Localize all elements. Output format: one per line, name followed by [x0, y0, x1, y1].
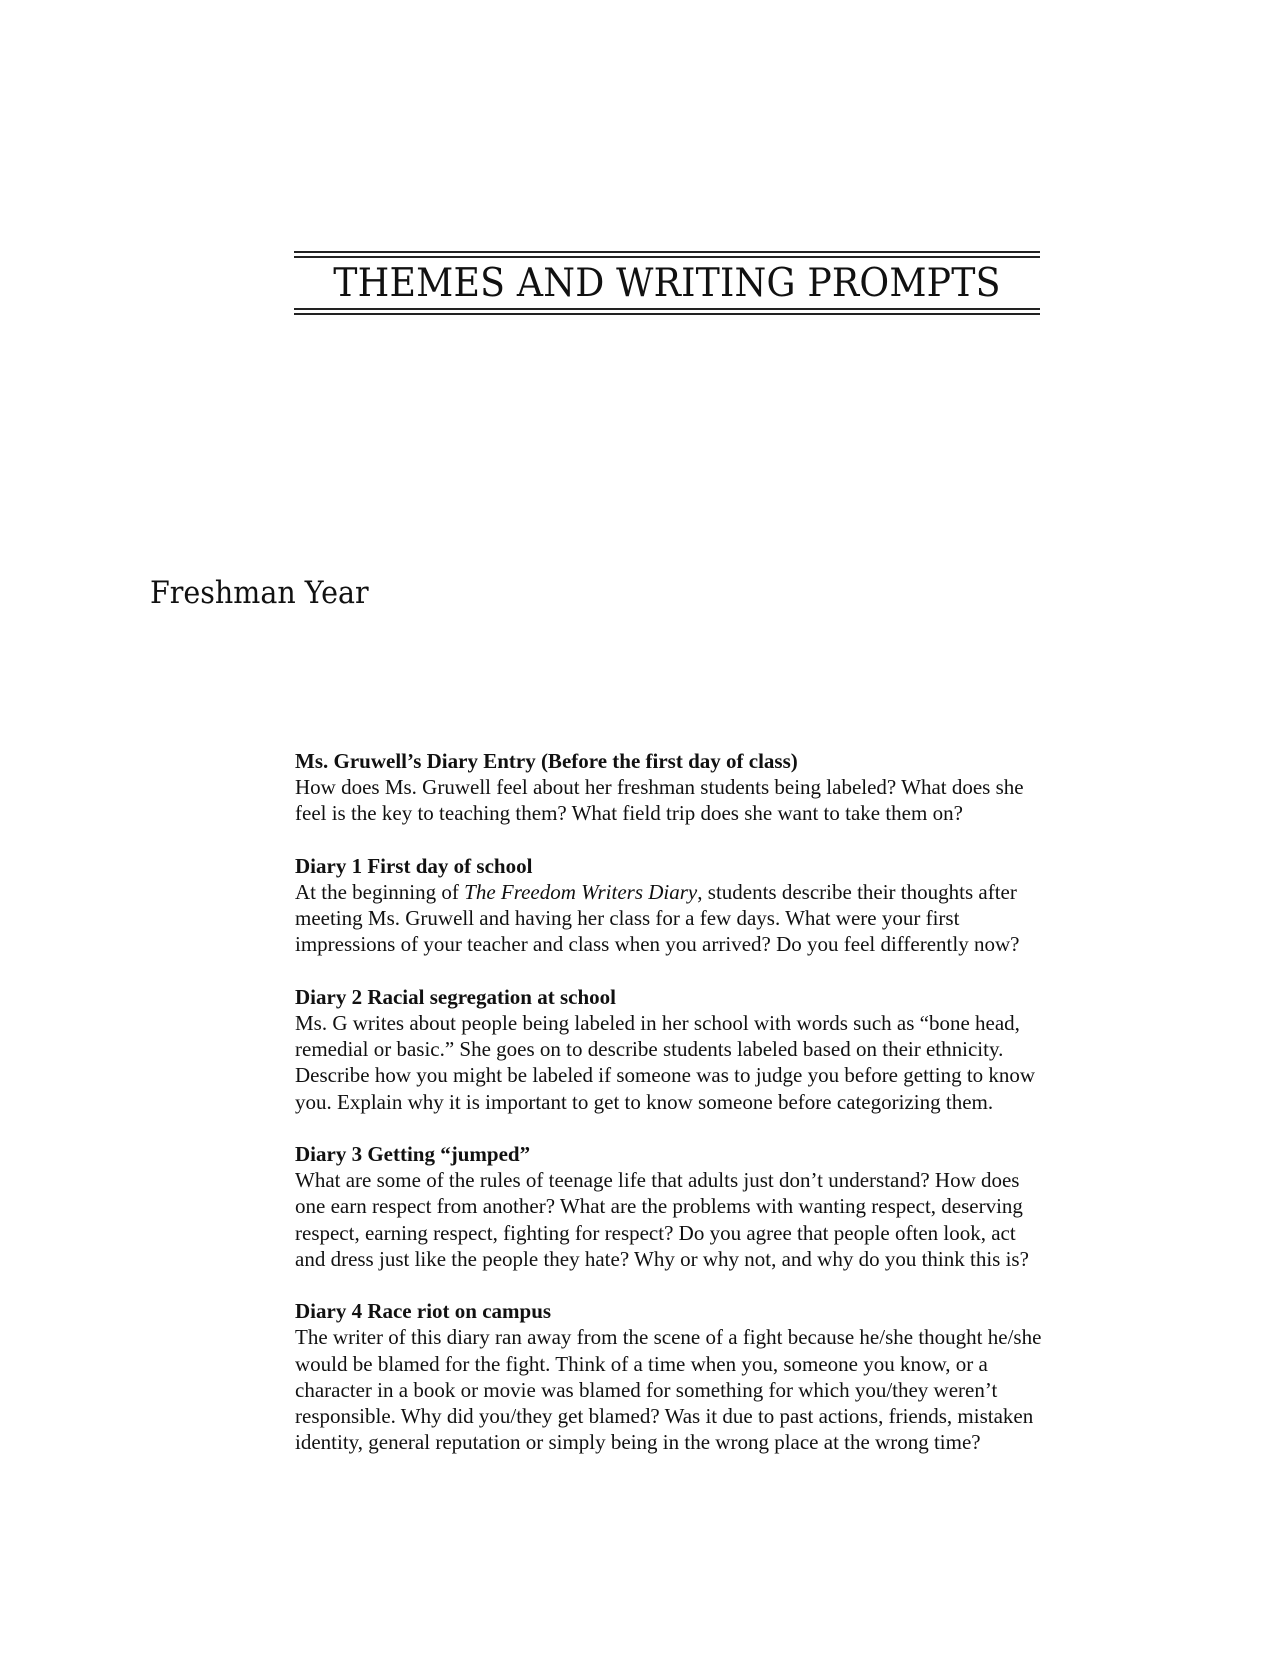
page-title: THEMES AND WRITING PROMPTS	[333, 261, 1001, 306]
prompt-heading: Diary 3 Getting “jumped”	[295, 1142, 531, 1166]
prompt-item	[295, 853, 1125, 958]
prompt-line: The writer of this diary ran away from the scene of a fight because he/she thought he/she	[295, 1325, 1042, 1350]
title-rule-bottom	[294, 308, 1040, 310]
prompt-line: What are some of the rules of teenage life that adults just don’t understand? How does	[295, 1168, 1020, 1193]
prompt-line	[295, 879, 1125, 905]
prompt-line: identity, general reputation or simply being in the wrong place at the wrong time?	[295, 1430, 981, 1455]
prompt-line: Ms. G writes about people being labeled in her school with words such as “bone head,	[295, 1011, 1020, 1035]
prompt-line: character in a book or movie was blamed for something for which you/they weren’t	[295, 1377, 998, 1402]
title-rule-top-2	[294, 256, 1040, 258]
prompt-line: respect, earning respect, fighting for respect? Do you agree that people often look, act	[295, 1220, 1016, 1245]
prompt-heading: Diary 4 Race riot on campus	[295, 1299, 552, 1324]
prompt-line: feel is the key to teaching them? What field trip does she want to take them on?	[295, 801, 963, 826]
prompt-line: How does Ms. Gruwell feel about her freshman students being labeled? What does she	[295, 775, 1024, 800]
title-block	[294, 251, 1040, 315]
prompt-line: remedial or basic.” She goes on to describe students labeled based on their ethnicity.	[295, 1037, 1004, 1062]
book-title: The Freedom Writers Diary	[464, 880, 698, 904]
prompt-item	[295, 748, 1125, 827]
prompt-item	[295, 984, 1125, 1115]
prompt-heading: Diary 2 Racial segregation at school	[295, 984, 616, 1009]
prompt-heading: Ms. Gruwell’s Diary Entry (Before the first day of class)	[295, 749, 798, 773]
prompt-item	[295, 1141, 1125, 1272]
text: At the beginning of	[295, 880, 465, 904]
prompt-line: one earn respect from another? What are the problems with wanting respect, deserving	[295, 1194, 1023, 1219]
prompt-line: and dress just like the people they hate? Why or why not, and why do you think this is?	[295, 1246, 1029, 1271]
prompts-list	[295, 748, 1125, 1482]
prompt-line: Describe how you might be labeled if someone was to judge you before getting to know	[295, 1063, 1036, 1088]
title-rule-top	[294, 251, 1040, 253]
prompt-item	[295, 1298, 1125, 1455]
title-rule-bottom-2	[294, 313, 1040, 315]
prompt-heading: Diary 1 First day of school	[295, 853, 533, 878]
prompt-line: you. Explain why it is important to get to know someone before categorizing them.	[295, 1089, 994, 1114]
prompt-line: responsible. Why did you/they get blamed? Was it due to past actions, friends, mistaken	[295, 1404, 1034, 1429]
prompt-line: meeting Ms. Gruwell and having her class for a few days. What were your first	[295, 906, 960, 931]
text: , students describe their thoughts after	[697, 880, 1017, 904]
prompt-line: impressions of your teacher and class when you arrived? Do you feel differently now?	[295, 932, 1020, 957]
section-heading: Freshman Year	[150, 575, 369, 611]
prompt-line: would be blamed for the fight. Think of a time when you, someone you know, or a	[295, 1351, 988, 1376]
